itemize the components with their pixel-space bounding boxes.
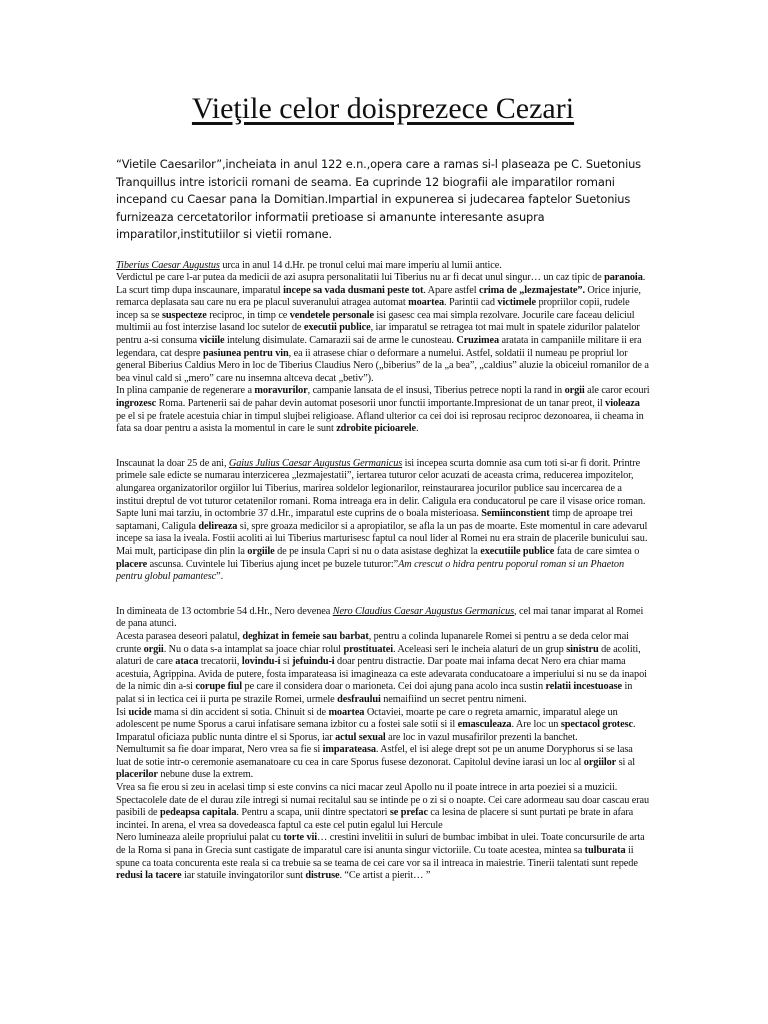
bold-term: moartea <box>408 297 445 309</box>
paragraph <box>116 606 650 631</box>
bold-term: paranoia <box>604 272 643 284</box>
text-run: Isi <box>116 706 129 718</box>
bold-term: se prefac <box>389 807 428 819</box>
bold-term: viciile <box>199 335 225 347</box>
text-run: . Nu o data s-a intamplat sa joace chiar rolul <box>163 643 344 655</box>
bold-term: imparateasa <box>322 744 376 756</box>
text-run: Verdictul pe care l-ar putea da medicii de azi asupra personalitatii lui Tiberius nu ar fi decat unul singur… un caz tipic de <box>116 272 605 284</box>
text-run: ii spune ca toata concurenta este reala si ca trebuie sa se teama de cei care vor sa il intreaca in maiestrie. Tinerii talentati sunt repede <box>116 845 638 869</box>
text-run: Acesta parasea deseori palatul, <box>116 630 243 642</box>
bold-term: Cruzimea <box>456 335 500 347</box>
bold-term: sinistru <box>566 643 599 655</box>
text-run: si, spre groaza medicilor si a apropiatilor, se afla la un pas de moarte. Este momentul in care adevarul incepe sa iasa la iveala. Fostii acoliti ai lui Tiberius marturisesc faptul ca noul lider al Romei nu era strain de placerile bunicului sau. Mai mult, participase din plin la <box>116 520 648 557</box>
bold-term: crima de „lezmajestate”. <box>478 284 585 296</box>
text-run: isi incepea scurta domnie asa cum toti si-ar fi dorit. Printre primele sale edicte se numarau interzicerea „lezmajestatii”, iertarea tuturor celor acuzati de aceasta crima, reducerea impozitelor, alungarea organizatorilor orgiilor lui Tiberius, marirea soldelor legionarilor, reinstaurarea jocurilor publice sau incercarea de a institui dreptul de vot tuturor cetatenilor romani. Roma intreaga era in delir. Caligula era conducatorul pe care il visase orice roman. <box>116 457 646 507</box>
text-run: nebune duse la extrem. <box>157 769 254 781</box>
bold-term: moravurilor <box>254 385 308 397</box>
bold-term: delireaza <box>198 520 238 532</box>
paragraph <box>116 744 650 782</box>
text-run: Orice injurie, remarca deplasata sau care nu era pe placul suveranului atragea automat <box>116 284 641 309</box>
section-nero <box>116 606 650 883</box>
bold-term: tulburata <box>584 845 626 857</box>
text-run: . Are loc un <box>511 719 561 731</box>
emperor-name: Gaius Julius Caesar Augustus Germanicus <box>228 457 403 469</box>
text-run: pe el si pe fratele acestuia chiar in timpul slujbei religioase. Afland ulterior ca cei doi isi reprosau reciproc dezonoarea, ii cheama in fata sa doar pentru a asista la momentul in care le sunt <box>116 410 644 435</box>
text-run: reciproc, in timp ce <box>206 309 290 321</box>
text-run: Nemultumit sa fie doar imparat, Nero vrea sa fie si <box>116 744 323 756</box>
text-run: Roma. Partenerii sai de pahar devin automat posesorii unor functii importante.Impresionat de un tanar preot, il <box>156 398 606 410</box>
text-run: . Parintii cad <box>444 297 498 309</box>
bold-term: incepe sa vada dusmani peste tot <box>283 284 424 296</box>
paragraph <box>116 458 650 508</box>
bold-term: orgii <box>143 643 164 655</box>
text-run: . Apare astfel <box>423 284 479 296</box>
section-caligula <box>116 458 650 584</box>
bold-term: redusi la tacere <box>116 870 182 882</box>
bold-term: vendetele personale <box>289 309 374 321</box>
text-run: si <box>280 656 293 668</box>
bold-term: corupe fiul <box>195 681 243 693</box>
text-run: , campanie lansata de el insusi, Tiberius petrece nopti la rand in <box>307 385 565 397</box>
bold-term: victimele <box>497 297 536 309</box>
paragraph <box>116 832 650 882</box>
text-run: . “Ce artist a pierit… ” <box>339 870 431 882</box>
text-run: In plina campanie de regenerare a <box>116 385 255 397</box>
text-run: ”. <box>216 571 224 583</box>
paragraph <box>116 272 650 385</box>
bold-term: executii publice <box>303 322 371 334</box>
bold-term: placerilor <box>116 769 158 781</box>
paragraph <box>116 782 650 832</box>
intro-paragraph: “Vietile Caesarilor”,incheiata in anul 122 e.n.,opera care a ramas si-l plaseaza pe C. Suetonius Tranquillus intre istoricii romani de seama. Ea cuprinde 12 biografii ale imparatilor romani incepand cu Caesar pana la Domitian.Impartial in expunerea si judecarea faptelor Suetonius furnizeaza cercetatorilor informatii pretioase si amanunte interesante asupra imparatilor,institutiilor si vietii romane. <box>116 157 641 241</box>
bold-term: placere <box>116 558 148 570</box>
text-run: . Pentru a scapa, unii dintre spectatori <box>236 807 390 819</box>
paragraph <box>116 631 650 707</box>
text-run: Vrea sa fie erou si zeu in acelasi timp si este convins ca nici macar zeul Apollo nu il poate intrece in arta poeziei si a muzicii. Spectacolele date de el durau zile intregi si numai recitalul sau se intinde pe o zi si o noapte. Cei care adormeau sau doar cascau erau pasibili de <box>116 782 650 819</box>
text-run: doar pentru distractie. Dar poate mai infama decat Nero era chiar mama acestuia, Agrippina. Avida de putere, fosta imparateasa isi imagineaza ca este adevarata conducatoare a imperiului si nu se da inapoi de la nimic din a-si <box>116 656 647 693</box>
bold-term: suspecteze <box>161 309 207 321</box>
text-run: aratata in campaniile militare ii era legendara, cat despre <box>116 335 642 359</box>
text-run: ca lesina de placere si sunt purtati pe brate in afara incintei. In arena, el vrea sa dovedeasca faptul ca este cel putin egalul lui Hercule <box>116 807 634 831</box>
text-run: Inscaunat la doar 25 de ani, <box>116 457 229 469</box>
bold-term: moartea <box>328 706 365 718</box>
bold-term: zdrobite picioarele <box>336 423 416 435</box>
text-run: , pentru a colinda lupanarele Romei si pentru a se deda celor mai crunte <box>116 630 629 655</box>
bold-term: lovindu-i <box>241 656 281 668</box>
page-title: Vieţile celor doisprezece Cezari <box>191 92 575 125</box>
bold-term: executiile publice <box>480 545 555 557</box>
bold-term: torte vii <box>283 832 318 844</box>
text-run: mama si din accident si sotia. Chinuit si de <box>151 706 329 718</box>
italic-quote: Am crescut o hidra pentru poporul roman si un Phaeton pentru globul pamantesc <box>116 558 624 583</box>
text-run: iar statuile invingatorilor sunt <box>181 870 306 882</box>
paragraph <box>116 385 650 435</box>
bold-term: relatii incestuoase <box>545 681 623 693</box>
text-run: ale caror ecouri <box>584 385 650 397</box>
text-run: de pe insula Capri si nu o data asistase deghizat la <box>274 545 481 557</box>
text-run: , ea ii atrasese chiar o deformare a numelui. Astfel, soldatii il numeau pe propriul lor general Biberius Caldius Mero in loc de Tiberius Claudius Nero („biberius” de la „a bea”, „caldius” aluzie la obiceiul romanilor de a bea vinul cald si „mero” care nu insemna altceva decat „betiv”). <box>116 347 649 384</box>
bold-term: ataca <box>175 656 199 668</box>
paragraph <box>116 707 650 745</box>
text-run: . Astfel, el isi alege drept sot pe un anume Doryphorus si se lasa luat de sotie intr-o ceremonie asemanatoare cu cea in care Sporus fusese dezonorat. Capitolul devine iarasi un loc al <box>116 744 633 768</box>
section-tiberius <box>116 260 650 436</box>
text-run: intelung disimulate. Camarazii sai de arme le cunosteau. <box>224 335 457 347</box>
text-run: pe care il considera doar o marioneta. Cei doi ajung pana acolo inca sustin <box>242 681 546 693</box>
text-run: In dimineata de 13 octombrie 54 d.Hr., Nero devenea <box>116 605 333 617</box>
bold-term: prostituatei <box>343 643 393 655</box>
bold-term: spectacol grotesc <box>560 719 633 731</box>
text-run: de acoliti, alaturi de care <box>116 643 641 668</box>
text-run: Nero lumineaza aleile propriului palat cu <box>116 832 284 844</box>
bold-term: pedeapsa capitala <box>160 807 237 819</box>
bold-term: ingrozesc <box>116 398 157 410</box>
text-run: . <box>415 423 419 435</box>
text-run: trecatorii, <box>198 656 242 668</box>
text-run: isi gasesc cea mai simpla rezolvare. Jocurile care faceau deliciul multimii au fost interzise lasand loc sutelor de <box>116 309 635 334</box>
text-run: timp de aproape trei saptamani, Caligula <box>116 508 633 532</box>
text-run: … crestini invelitii in suluri de bumbac imbibat in ulei. Toate concursurile de arta de la Roma si pana in Grecia sunt castigate de imparatul care isi anunta singur victoriile. Cu toate acestea, mintea sa <box>116 832 645 857</box>
bold-term: violeaza <box>605 398 640 410</box>
bold-term: ucide <box>128 706 152 718</box>
text-run: nemaifiind un secret pentru nimeni. <box>380 693 527 705</box>
paragraph <box>116 260 650 273</box>
bold-term: jefuindu-i <box>292 656 335 668</box>
text-run: Octaviei, moarte pe care o regreta amarnic, imparatul alege un adolescent pe nume Sporus a carui infatisare semana izbitor cu a fostei sale sotii si il <box>116 706 618 731</box>
text-run: . Aceleasi seri le incheia alaturi de un grup <box>392 643 567 655</box>
text-run: , cel mai tanar imparat al Romei de pana atunci. <box>116 605 644 630</box>
bold-term: orgii <box>564 385 585 397</box>
text-run: si al <box>616 756 635 768</box>
text-run: propriilor copii, rudele incep sa se <box>116 297 630 321</box>
bold-term: distruse <box>305 870 340 882</box>
text-run: in palat si in lectica cei ii purta pe strazile Romei, urmele <box>116 681 633 705</box>
bold-term: desfraului <box>337 693 381 705</box>
text-run: are loc in vazul musafirilor prezenti la banchet. <box>385 731 578 743</box>
bold-term: pasiunea pentru vin <box>203 347 289 359</box>
emperor-name: Nero Claudius Caesar Augustus Germanicus <box>332 605 515 617</box>
text-run: . La scurt timp dupa inscaunare, imparatul <box>116 272 646 296</box>
bold-term: deghizat in femeie sau barbat <box>242 630 369 642</box>
text-run: urca in anul 14 d.Hr. pe tronul celui mai mare imperiu al lumii antice. <box>219 259 502 271</box>
bold-term: orgiilor <box>583 756 617 768</box>
bold-term: Semiinconstient <box>481 508 550 520</box>
bold-term: emasculeaza <box>457 719 512 731</box>
text-run: . Imparatul oficiaza public nunta dintre el si Sporus, iar <box>116 719 636 743</box>
bold-term: actul sexual <box>335 731 386 743</box>
text-run: , iar imparatul se retragea tot mai mult in spatele zidurilor palatelor pentru a-si consuma <box>116 322 640 347</box>
text-run: ascunsa. Cuvintele lui Tiberius ajung incet pe buzele tuturor:” <box>147 558 399 570</box>
bold-term: orgiile <box>247 545 275 557</box>
text-run: fata de care simtea o <box>554 545 640 557</box>
paragraph <box>116 508 650 584</box>
emperor-name: Tiberius Caesar Augustus <box>116 259 220 271</box>
text-run: Sapte luni mai tarziu, in octombrie 37 d.Hr., imparatul este cuprins de o boala misterioasa. <box>116 508 482 520</box>
